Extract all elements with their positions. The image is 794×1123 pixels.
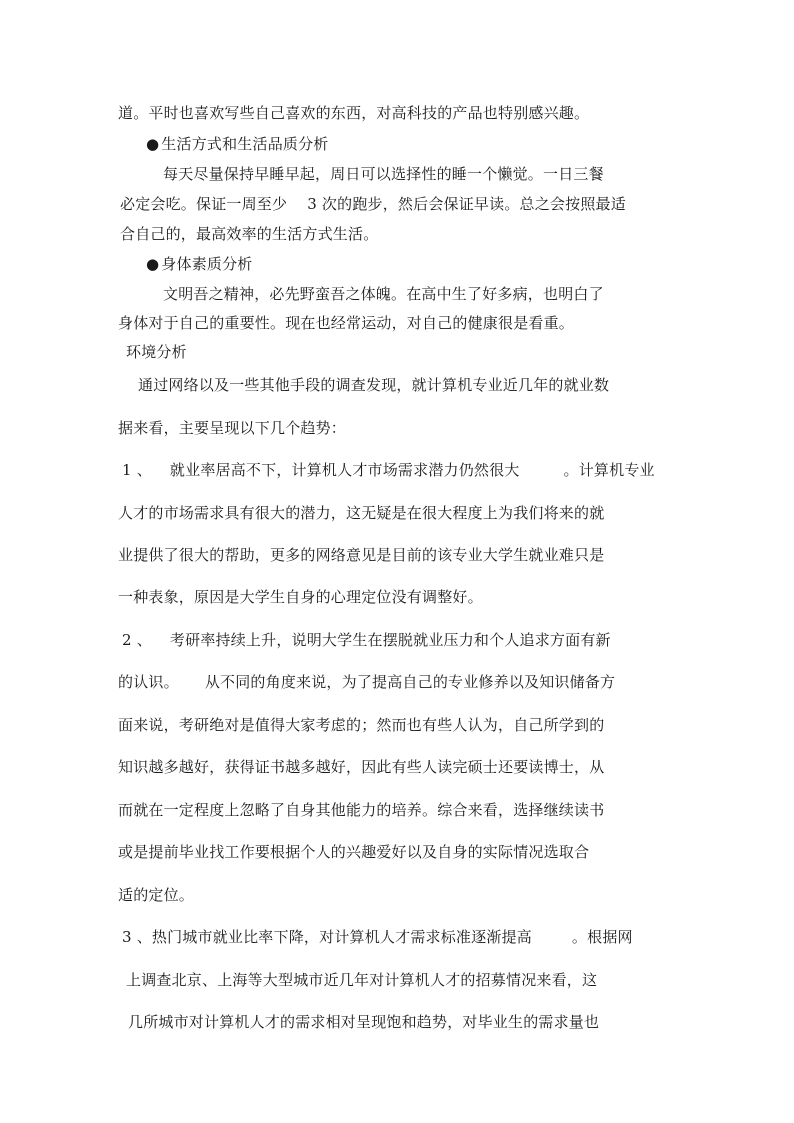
section-heading-text: 身体素质分析	[161, 255, 253, 273]
paragraph-line: 一种表象，原因是大学生自身的心理定位没有调整好。	[118, 588, 483, 606]
numbered-item	[122, 460, 655, 480]
section-heading	[146, 254, 253, 274]
line-segment: 。根据网	[571, 928, 633, 946]
line-segment: 从不同的角度来说，为了提高自己的专业修养以及知识储备方	[204, 673, 616, 691]
paragraph-line: 或是提前毕业找工作要根据个人的兴趣爱好以及自身的实际情况选取合	[118, 843, 590, 861]
paragraph-line	[118, 672, 615, 692]
paragraph-line: 身体对于自己的重要性。现在也经常运动，对自己的健康很是看重。	[118, 314, 575, 332]
item-number: 1 、	[122, 461, 152, 479]
section-heading	[146, 134, 329, 154]
paragraph-line: 业提供了很大的帮助，更多的网络意见是目前的该专业大学生就业难只是	[118, 546, 605, 564]
paragraph-line: 通过网络以及一些其他手段的调查发现，就计算机专业近几年的就业数	[138, 376, 610, 394]
line-segment: 。计算机专业	[563, 461, 655, 479]
paragraph-line: 知识越多越好，获得证书越多越好，因此有些人读完硕士还要读博士，从	[118, 758, 605, 776]
line-segment: 必定会吃。保证一周至少	[120, 195, 288, 213]
paragraph-line: 面来说，考研绝对是值得大家考虑的；然而也有些人认为，自己所学到的	[118, 716, 605, 734]
section-heading: 环境分析	[126, 343, 187, 361]
paragraph-line: 人才的市场需求具有很大的潜力，这无疑是在很大程度上为我们将来的就	[118, 504, 605, 522]
numbered-item	[122, 927, 633, 947]
paragraph-line: 几所城市对计算机人才的需求相对呈现饱和趋势，对毕业生的需求量也	[128, 1013, 600, 1031]
item-number: 2 、	[122, 631, 152, 649]
line-segment: 3 次的跑步，然后会保证早读。总之会按照最适	[307, 195, 626, 213]
numbered-item	[122, 630, 611, 650]
item-title: 就业率居高不下，计算机人才市场需求潜力仍然很大	[169, 461, 520, 479]
line-segment: 的认识。	[118, 673, 179, 691]
paragraph-line: 据来看，主要呈现以下几个趋势：	[118, 419, 347, 437]
item-title: 3 、热门城市就业比率下降，对计算机人才需求标准逐渐提高	[122, 928, 532, 946]
paragraph-line: 合自己的，最高效率的生活方式生活。	[120, 225, 379, 243]
paragraph-line: 而就在一定程度上忽略了自身其他能力的培养。综合来看，选择继续读书	[118, 801, 605, 819]
paragraph-line: 文明吾之精神，必先野蛮吾之体魄。在高中生了好多病，也明白了	[163, 285, 604, 303]
section-heading-text: 生活方式和生活品质分析	[161, 135, 329, 153]
paragraph-line: 道。平时也喜欢写些自己喜欢的东西，对高科技的产品也特别感兴趣。	[118, 104, 590, 122]
bullet-icon: ●	[146, 135, 160, 153]
item-title: 考研率持续上升，说明大学生在摆脱就业压力和个人追求方面有新	[169, 631, 611, 649]
paragraph-line: 每天尽量保持早睡早起，周日可以选择性的睡一个懒觉。一日三餐	[163, 165, 604, 183]
bullet-icon: ●	[146, 255, 160, 273]
paragraph-line: 适的定位。	[118, 886, 195, 904]
paragraph-line: 上调查北京、上海等大型城市近几年对计算机人才的招募情况来看，这	[126, 971, 598, 989]
paragraph-line	[120, 194, 626, 214]
